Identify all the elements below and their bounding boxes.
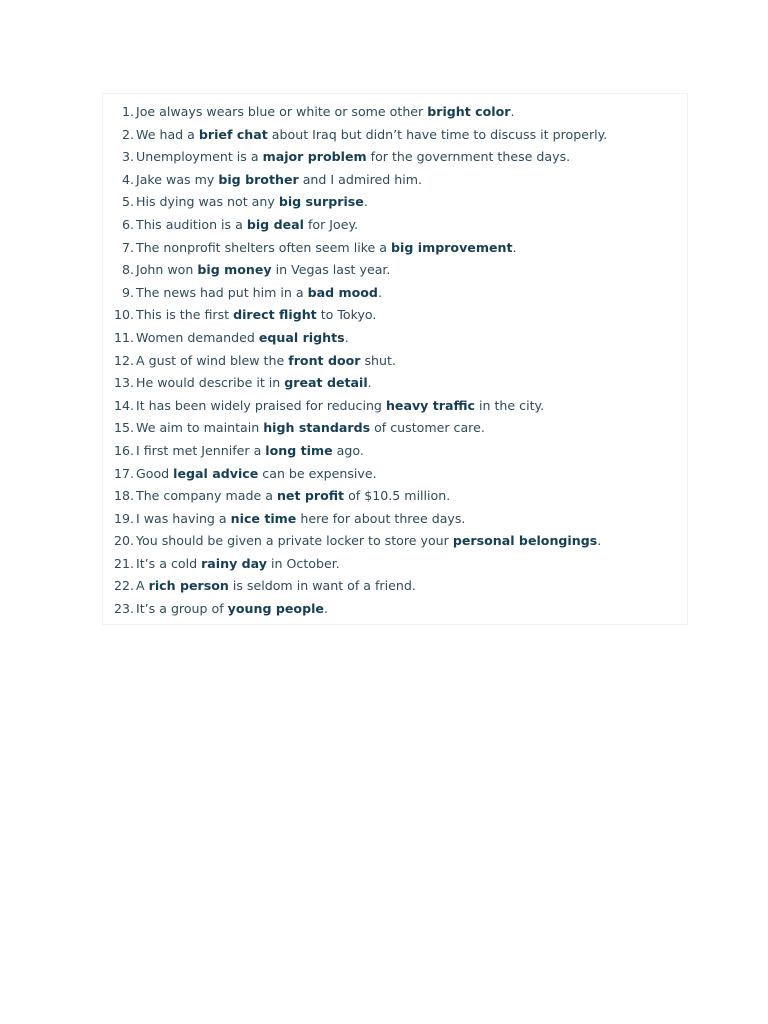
sentence: [135, 327, 349, 350]
sentence-text: in the city.: [475, 397, 545, 413]
list-item: [103, 214, 607, 237]
sentence-text: Jake was my: [136, 171, 219, 187]
collocation-highlight: great detail: [284, 375, 368, 391]
sentence-text: about Iraq but didn’t have time to discuss it properly.: [267, 126, 608, 142]
list-item: [103, 124, 607, 147]
sentence-text: .: [510, 104, 515, 119]
item-number: 9.: [121, 284, 134, 300]
collocation-highlight: equal rights: [258, 329, 345, 345]
list-item: [103, 508, 607, 531]
item-number: 12.: [113, 352, 134, 368]
item-number: 6.: [121, 216, 134, 232]
sentence: [135, 124, 607, 147]
item-number: 8.: [121, 262, 134, 278]
collocation-highlight: bright color: [427, 104, 511, 119]
item-number: 17.: [113, 465, 134, 481]
sentence: [135, 372, 372, 395]
sentence: [135, 417, 485, 440]
sentence-text: in Vegas last year.: [271, 262, 391, 278]
sentence: [135, 530, 601, 553]
sentence-text: It’s a cold: [136, 555, 202, 571]
sentence: [135, 508, 465, 531]
list-item: [103, 598, 607, 621]
sentence-text: This audition is a: [136, 216, 247, 232]
sentence-text: His dying was not any: [136, 194, 279, 210]
sentence-text: is seldom in want of a friend.: [228, 578, 416, 594]
sentence: [135, 282, 382, 305]
item-number: 4.: [121, 171, 134, 187]
collocation-highlight: front door: [288, 352, 361, 368]
sentence-text: We had a: [136, 126, 199, 142]
list-item: [103, 191, 607, 214]
sentence-text: I first met Jennifer a: [136, 442, 266, 458]
sentence-text: of $10.5 million.: [344, 488, 451, 504]
collocation-highlight: personal belongings: [452, 533, 598, 549]
sentence-text: This is the first: [136, 307, 234, 323]
collocation-list: [103, 101, 607, 621]
list-item: [103, 485, 607, 508]
list-item: [103, 304, 607, 327]
sentence-text: for the government these days.: [366, 149, 571, 165]
sentence-text: .: [597, 533, 602, 549]
sentence: [135, 553, 340, 576]
sentence-text: A gust of wind blew the: [136, 352, 289, 368]
sentence: [135, 169, 422, 192]
sentence: [135, 101, 515, 124]
sentence-text: .: [363, 194, 368, 210]
sentence-text: in October.: [267, 555, 340, 571]
collocation-highlight: heavy traffic: [385, 397, 475, 413]
item-number: 14.: [113, 397, 134, 413]
collocation-highlight: direct flight: [233, 307, 317, 323]
collocation-highlight: long time: [265, 442, 333, 458]
list-item: [103, 575, 607, 598]
sentence-text: .: [512, 239, 517, 255]
item-number: 3.: [121, 149, 134, 165]
sentence-text: It’s a group of: [136, 601, 228, 617]
sentence-text: and I admired him.: [298, 171, 422, 187]
sentence-text: .: [367, 375, 372, 391]
collocation-highlight: major problem: [262, 149, 367, 165]
item-number: 13.: [113, 375, 134, 391]
sentence: [135, 259, 390, 282]
item-number: 10.: [113, 307, 134, 323]
sentence: [135, 304, 376, 327]
sentence-text: John won: [136, 262, 198, 278]
collocation-highlight: big brother: [218, 171, 299, 187]
item-number: 22.: [113, 578, 134, 594]
collocation-highlight: bad mood: [307, 284, 378, 300]
sentence-text: here for about three days.: [296, 510, 466, 526]
collocation-highlight: brief chat: [198, 126, 268, 142]
list-item: [103, 327, 607, 350]
sentence-text: Unemployment is a: [136, 149, 263, 165]
item-number: 1.: [121, 104, 134, 119]
item-number: 20.: [113, 533, 134, 549]
list-item: [103, 101, 607, 124]
sentence: [135, 146, 570, 169]
collocation-highlight: big deal: [246, 216, 304, 232]
item-number: 16.: [113, 442, 134, 458]
sentence-text: to Tokyo.: [316, 307, 377, 323]
sentence: [135, 440, 364, 463]
sentence-text: for Joey.: [303, 216, 359, 232]
sentence-text: ago.: [332, 442, 364, 458]
sentence-text: .: [344, 329, 349, 345]
collocation-list-box: [102, 93, 688, 625]
item-number: 11.: [113, 329, 134, 345]
collocation-highlight: young people: [227, 601, 324, 617]
sentence: [135, 237, 517, 260]
collocation-highlight: nice time: [230, 510, 297, 526]
sentence-text: You should be given a private locker to store your: [136, 533, 453, 549]
sentence: [135, 485, 450, 508]
list-item: [103, 553, 607, 576]
sentence-text: He would describe it in: [136, 375, 285, 391]
item-number: 2.: [121, 126, 134, 142]
sentence-text: The company made a: [136, 488, 277, 504]
sentence-text: We aim to maintain: [136, 420, 264, 436]
collocation-highlight: net profit: [276, 488, 345, 504]
list-item: [103, 395, 607, 418]
sentence: [135, 575, 416, 598]
sentence: [135, 598, 328, 621]
sentence-text: The nonprofit shelters often seem like a: [136, 239, 392, 255]
list-item: [103, 350, 607, 373]
collocation-highlight: rich person: [148, 578, 229, 594]
item-number: 15.: [113, 420, 134, 436]
sentence-text: of customer care.: [370, 420, 485, 436]
item-number: 21.: [113, 555, 134, 571]
collocation-highlight: high standards: [263, 420, 371, 436]
sentence-text: shut.: [360, 352, 396, 368]
sentence-text: Joe always wears blue or white or some other: [136, 104, 428, 119]
sentence-text: can be expensive.: [258, 465, 377, 481]
collocation-highlight: big improvement: [391, 239, 513, 255]
collocation-highlight: big money: [197, 262, 272, 278]
sentence-text: .: [323, 601, 328, 617]
sentence-text: The news had put him in a: [136, 284, 308, 300]
list-item: [103, 440, 607, 463]
sentence: [135, 214, 358, 237]
sentence: [135, 395, 544, 418]
list-item: [103, 282, 607, 305]
sentence: [135, 191, 368, 214]
list-item: [103, 530, 607, 553]
sentence-text: Good: [136, 465, 174, 481]
sentence-text: It has been widely praised for reducing: [136, 397, 386, 413]
item-number: 7.: [121, 239, 134, 255]
sentence: [135, 463, 377, 486]
list-item: [103, 169, 607, 192]
sentence-text: .: [377, 284, 382, 300]
list-item: [103, 237, 607, 260]
item-number: 19.: [113, 510, 134, 526]
item-number: 18.: [113, 488, 134, 504]
list-item: [103, 146, 607, 169]
item-number: 23.: [113, 601, 134, 617]
sentence-text: Women demanded: [136, 329, 259, 345]
sentence-text: I was having a: [136, 510, 231, 526]
list-item: [103, 417, 607, 440]
sentence-text: A: [136, 578, 149, 594]
collocation-highlight: legal advice: [173, 465, 259, 481]
item-number: 5.: [121, 194, 134, 210]
collocation-highlight: rainy day: [201, 555, 267, 571]
list-item: [103, 463, 607, 486]
list-item: [103, 259, 607, 282]
collocation-highlight: big surprise: [278, 194, 364, 210]
list-item: [103, 372, 607, 395]
sentence: [135, 350, 396, 373]
